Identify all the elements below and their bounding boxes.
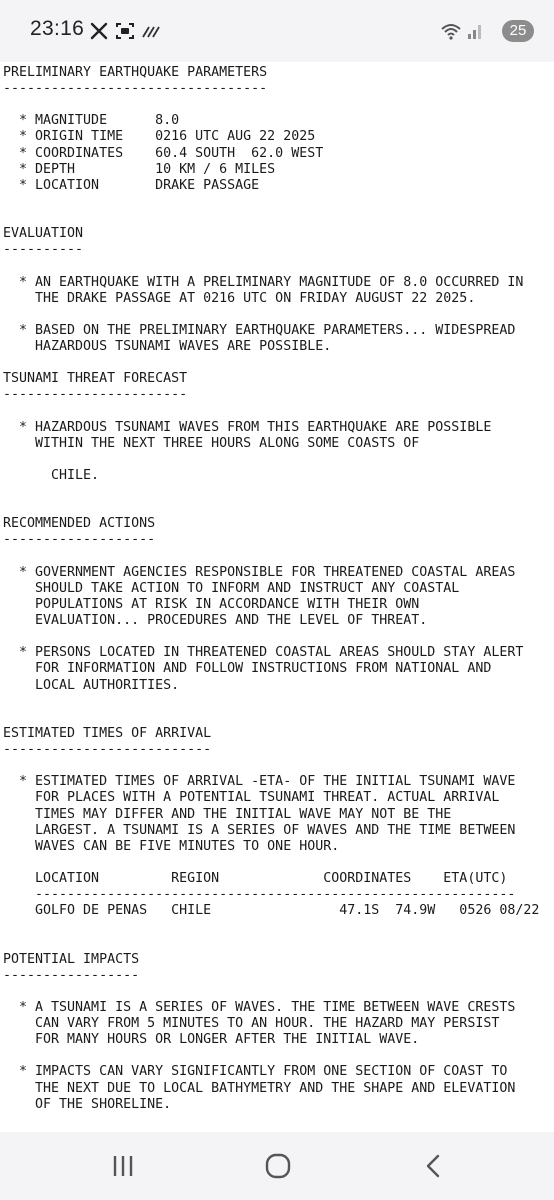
bulletin-line: * PERSONS LOCATED IN THREATENED COASTAL AREAS SHOULD STAY ALERT [3,645,524,661]
bulletin-line: FOR MANY HOURS OR LONGER AFTER THE INITIAL WAVE. [3,1032,420,1048]
bulletin-line: THE DRAKE PASSAGE AT 0216 UTC ON FRIDAY AUGUST 22 2025. [3,290,476,306]
bulletin-line: * A TSUNAMI IS A SERIES OF WAVES. THE TIME BETWEEN WAVE CRESTS [3,999,516,1015]
status-bar [0,0,554,62]
bulletin-line: ------------------- [3,532,156,548]
bulletin-line: * MAGNITUDE 8.0 [3,113,180,129]
bulletin-line: TSUNAMI THREAT FORECAST [3,371,188,387]
bulletin-line: HAZARDOUS TSUNAMI WAVES ARE POSSIBLE. [3,339,332,355]
bulletin-line: ---------- [3,242,84,258]
bulletin-line: LOCATION REGION COORDINATES ETA(UTC) [3,871,508,886]
recent-apps-button[interactable] [103,1150,143,1182]
bulletin-line: CAN VARY FROM 5 MINUTES TO AN HOUR. THE HAZARD MAY PERSIST [3,1016,500,1032]
bulletin-line: -------------------------- [3,742,212,758]
bulletin-line: * LOCATION DRAKE PASSAGE [3,177,260,193]
bulletin-line: OF THE SHORELINE. [3,1096,172,1112]
bulletin-line: * GOVERNMENT AGENCIES RESPONSIBLE FOR THREATENED COASTAL AREAS [3,564,516,580]
bulletin-line: CHILE. [3,468,100,483]
bulletin-line: ESTIMATED TIMES OF ARRIVAL [3,725,212,741]
bulletin-line: --------------------------------- [3,81,268,97]
bulletin-line: * ESTIMATED TIMES OF ARRIVAL -ETA- OF THE INITIAL TSUNAMI WAVE [3,774,516,790]
bulletin-line: EVALUATION [3,226,84,242]
bulletin-line: * IMPACTS CAN VARY SIGNIFICANTLY FROM ONE SECTION OF COAST TO [3,1064,508,1080]
screen-record-icon [114,20,136,42]
bulletin-line: WITHIN THE NEXT THREE HOURS ALONG SOME COASTS OF [3,435,420,451]
bulletin-line: TIMES MAY DIFFER AND THE INITIAL WAVE MAY NOT BE THE [3,806,452,822]
signal-icon [464,20,486,42]
bulletin-line: SHOULD TAKE ACTION TO INFORM AND INSTRUCT ANY COASTAL [3,580,460,596]
bulletin-line: GOLFO DE PENAS CHILE 47.1S 74.9W 0526 08/22 [3,903,540,919]
bulletin-content [0,62,554,1132]
bulletin-line: ------------------------------------------------------------ [3,887,516,903]
bulletin-line: EVALUATION... PROCEDURES AND THE LEVEL OF THREAT. [3,613,428,629]
wifi-icon [440,20,462,42]
bulletin-line: ----------------- [3,967,140,983]
navigation-bar [0,1132,554,1200]
bulletin-line: FOR PLACES WITH A POTENTIAL TSUNAMI THREAT. ACTUAL ARRIVAL [3,790,500,806]
bulletin-line: * BASED ON THE PRELIMINARY EARTHQUAKE PARAMETERS... WIDESPREAD [3,322,516,338]
home-button[interactable] [258,1150,298,1182]
bulletin-line: * ORIGIN TIME 0216 UTC AUG 22 2025 [3,129,316,145]
battery-indicator: 25 [502,20,534,42]
bulletin-line: THE NEXT DUE TO LOCAL BATHYMETRY AND THE SHAPE AND ELEVATION [3,1080,516,1096]
bulletin-line: LARGEST. A TSUNAMI IS A SERIES OF WAVES AND THE TIME BETWEEN [3,822,516,838]
bulletin-line: FOR INFORMATION AND FOLLOW INSTRUCTIONS FROM NATIONAL AND [3,661,492,677]
bulletin-line: RECOMMENDED ACTIONS [3,516,156,532]
bulletin-line: PRELIMINARY EARTHQUAKE PARAMETERS [3,65,268,80]
bulletin-line: * DEPTH 10 KM / 6 MILES [3,161,276,177]
bulletin-line: ----------------------- [3,387,188,403]
bulletin-line: * AN EARTHQUAKE WITH A PRELIMINARY MAGNITUDE OF 8.0 OCCURRED IN [3,274,524,290]
bulletin-line: * COORDINATES 60.4 SOUTH 62.0 WEST [3,145,324,161]
back-button[interactable] [413,1150,453,1182]
bulletin-line: POPULATIONS AT RISK IN ACCORDANCE WITH THEIR OWN [3,596,420,612]
bulletin-line: LOCAL AUTHORITIES. [3,677,180,693]
status-time: 23:16 [30,17,85,40]
bulletin-line: * HAZARDOUS TSUNAMI WAVES FROM THIS EARTHQUAKE ARE POSSIBLE [3,419,492,435]
bulletin-line: POTENTIAL IMPACTS [3,951,140,967]
slashes-icon [140,20,162,42]
bulletin-line: WAVES CAN BE FIVE MINUTES TO ONE HOUR. [3,838,340,854]
x-icon [88,20,110,42]
